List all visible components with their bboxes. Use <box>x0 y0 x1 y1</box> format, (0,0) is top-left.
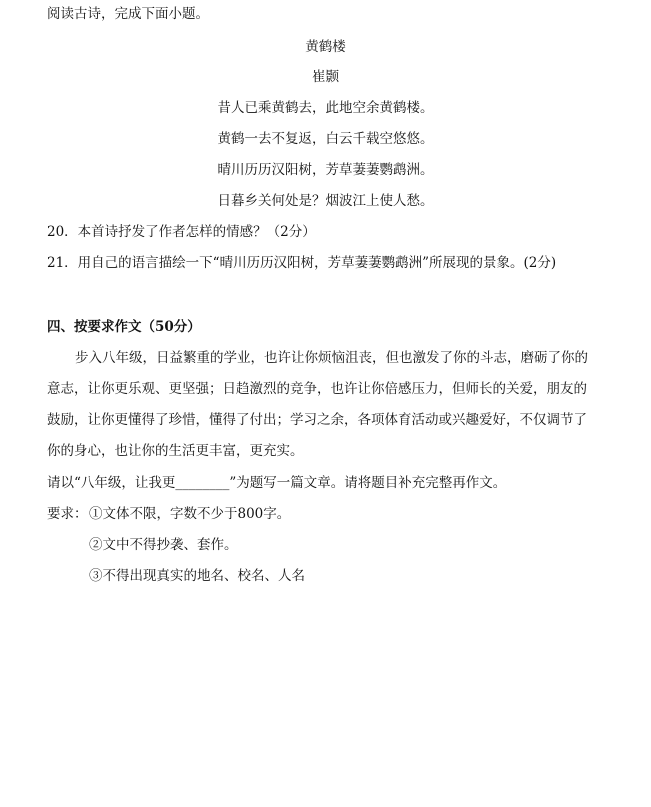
essay-prompt: 请以“八年级，让我更________”为题写一篇文章。请将题目补充完整再作文。 <box>47 475 507 491</box>
essay-paragraph-line: 意志，让你更乐观、更坚强；日趋激烈的竞争，也许让你倍感压力，但师长的关爱，朋友的 <box>47 381 587 397</box>
essay-paragraph-line: 你的身心，也让你的生活更丰富，更充实。 <box>47 443 304 459</box>
poem-author: 崔颢 <box>312 69 339 85</box>
question-20: 20．本首诗抒发了作者怎样的情感？（2分） <box>47 224 316 240</box>
question-21: 21．用自己的语言描绘一下“晴川历历汉阳树，芳草萋萋鹦鹉洲”所展现的景象。(2分) <box>47 255 557 271</box>
section-heading: 四、按要求作文（50分） <box>47 319 201 335</box>
essay-paragraph-line: 鼓励，让你更懂得了珍惜，懂得了付出；学习之余，各项体育活动或兴趣爱好，不仅调节了 <box>47 412 587 428</box>
poem-title: 黄鹤楼 <box>305 39 346 55</box>
requirement-item: ③不得出现真实的地名、校名、人名 <box>89 568 305 584</box>
poem-line: 晴川历历汉阳树，芳草萋萋鹦鹉洲。 <box>217 162 434 178</box>
requirements-label: 要求： <box>47 506 88 522</box>
essay-paragraph-line: 步入八年级，日益繁重的学业，也许让你烦恼沮丧，但也激发了你的斗志，磨砺了你的 <box>75 350 588 366</box>
poem-line: 昔人已乘黄鹤去，此地空余黄鹤楼。 <box>217 100 434 116</box>
requirement-item: ②文中不得抄袭、套作。 <box>89 537 238 553</box>
requirement-item: ①文体不限，字数不少于800字。 <box>89 506 291 522</box>
poem-line: 日暮乡关何处是？烟波江上使人愁。 <box>217 193 434 209</box>
poem-line: 黄鹤一去不复返，白云千载空悠悠。 <box>217 131 434 147</box>
instruction-text: 阅读古诗，完成下面小题。 <box>47 6 209 22</box>
